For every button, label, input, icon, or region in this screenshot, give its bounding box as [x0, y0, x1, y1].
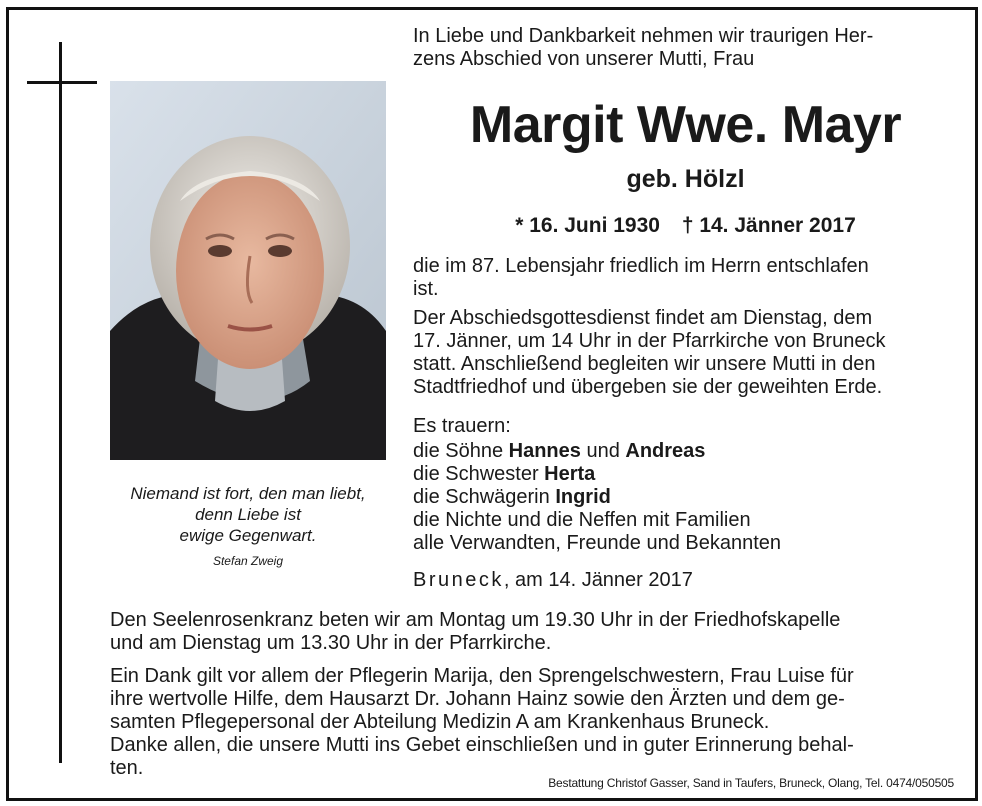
mourner-text: die Schwägerin	[413, 486, 556, 508]
mourner-line	[413, 463, 595, 487]
service-line: 17. Jänner, um 14 Uhr in der Pfarrkirche von Bruneck	[413, 330, 886, 352]
life-dates	[413, 213, 958, 239]
quote-block	[110, 483, 386, 570]
passing-line: ist.	[413, 278, 439, 300]
birth-date: * 16. Juni 1930	[515, 214, 660, 237]
mourner-line: alle Verwandten, Freunde und Bekannten	[413, 532, 782, 554]
mourner-line: die Nichte und die Neffen mit Familien	[413, 509, 751, 531]
cross-icon	[59, 42, 62, 763]
date: , am 14. Jänner 2017	[503, 569, 693, 591]
death-date: † 14. Jänner 2017	[681, 214, 856, 237]
passing-line: die im 87. Lebensjahr friedlich im Herrn entschlafen	[413, 255, 869, 277]
mourner-text: die Schwester	[413, 463, 545, 485]
quote-line: Niemand ist fort, den man liebt,	[130, 484, 366, 503]
thanks-line: samten Pflegepersonal der Abteilung Medizin A am Krankenhaus Bruneck.	[110, 711, 770, 733]
thanks-line: Ein Dank gilt vor allem der Pflegerin Marija, den Sprengelschwestern, Frau Luise für	[110, 665, 854, 687]
quote-line: denn Liebe ist	[195, 505, 301, 524]
service-line: Der Abschiedsgottesdienst findet am Dienstag, dem	[413, 307, 873, 329]
place-date	[413, 569, 693, 593]
deceased-name: Margit Wwe. Mayr	[469, 96, 902, 154]
maiden-name: geb. Hölzl	[626, 165, 745, 193]
place: Bruneck	[413, 569, 504, 591]
quote-line: ewige Gegenwart.	[179, 526, 317, 545]
mourner-text: und	[580, 440, 626, 462]
thanks-line: ten.	[110, 757, 144, 779]
quote-author: Stefan Zweig	[212, 554, 284, 568]
mourner-name: Hannes	[508, 440, 581, 462]
rosary-line: Den Seelenrosenkranz beten wir am Montag um 19.30 Uhr in der Friedhofskapelle	[110, 609, 841, 631]
rosary-line: und am Dienstag um 13.30 Uhr in der Pfarrkirche.	[110, 632, 552, 654]
intro-line: zens Abschied von unserer Mutti, Frau	[413, 48, 755, 70]
mourner-name: Ingrid	[555, 486, 611, 508]
portrait-photo	[110, 81, 386, 460]
cross-icon-bar	[27, 81, 97, 84]
intro-line: In Liebe und Dankbarkeit nehmen wir traurigen Her-	[413, 25, 874, 47]
mourner-name: Andreas	[625, 440, 706, 462]
mourner-line	[413, 440, 705, 464]
service-line: Stadtfriedhof und übergeben sie der geweihten Erde.	[413, 376, 883, 398]
funeral-home-footer: Bestattung Christof Gasser, Sand in Taufers, Bruneck, Olang, Tel. 0474/050505	[548, 776, 954, 790]
mourners-heading: Es trauern:	[413, 415, 511, 437]
thanks-line: ihre wertvolle Hilfe, dem Hausarzt Dr. Johann Hainz sowie den Ärzten und dem ge-	[110, 688, 845, 710]
service-line: statt. Anschließend begleiten wir unsere Mutti in den	[413, 353, 876, 375]
mourner-name: Herta	[544, 463, 596, 485]
mourner-text: die Söhne	[413, 440, 509, 462]
mourner-line	[413, 486, 611, 510]
thanks-line: Danke allen, die unsere Mutti ins Gebet einschließen und in guter Erinnerung behal-	[110, 734, 854, 756]
